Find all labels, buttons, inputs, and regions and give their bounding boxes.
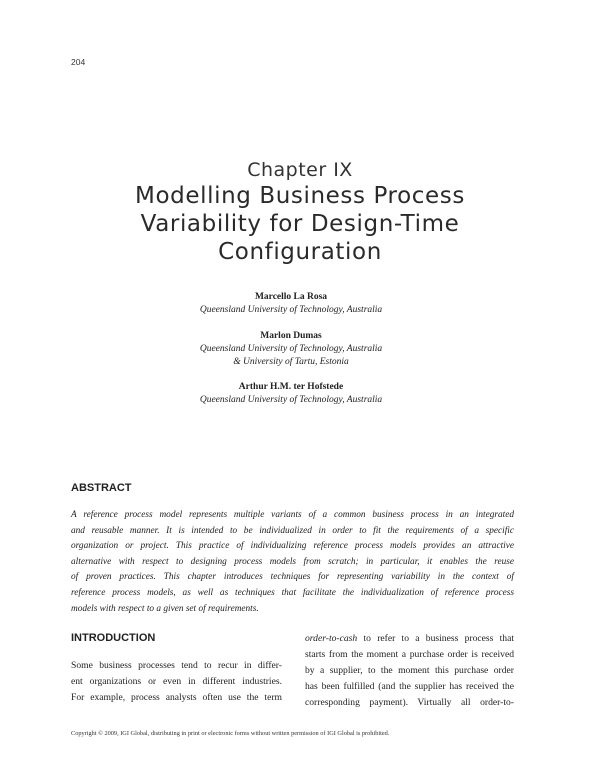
term-order-to-cash: order-to-cash — [305, 633, 358, 644]
body-line — [305, 631, 514, 647]
author-affiliation: Queensland University of Technology, Australia — [199, 344, 383, 354]
abstract-text — [71, 508, 514, 617]
author-affiliation: Queensland University of Technology, Australia — [199, 395, 383, 405]
chapter-title-line: Variability for Design-Time — [140, 211, 460, 237]
abstract-line: organization or project. This practice of individualizing reference process models provides an attractive — [71, 541, 514, 552]
author-name: Marlon Dumas — [260, 331, 322, 341]
body-line: corresponding payment). Virtually all order-to- — [305, 697, 514, 708]
abstract-line: alternative with respect to designing process models from scratch; in particular, it enables the reuse — [71, 556, 514, 567]
chapter-title — [60, 182, 540, 266]
introduction-left-column — [71, 658, 282, 706]
abstract-line: and reusable manner. It is intended to be individualized in order to fit the requirements of a specific — [71, 525, 514, 536]
abstract-heading: ABSTRACT — [71, 482, 132, 494]
copyright-notice: Copyright © 2009, IGI Global, distributing in print or electronic forms without written permission of IGI Global is prohibited. — [71, 730, 390, 737]
chapter-label: Chapter IX — [247, 159, 353, 181]
introduction-right-column — [305, 631, 514, 711]
author-block — [0, 381, 582, 407]
body-line: Some business processes tend to recur in differ- — [71, 660, 282, 671]
author-name: Marcello La Rosa — [254, 292, 328, 302]
body-line: has been fulfilled (and the supplier has received the — [305, 681, 514, 692]
chapter-title-line: Configuration — [218, 239, 382, 265]
body-line-rest: to refer to a business process that — [357, 633, 514, 644]
chapter-title-line: Modelling Business Process — [135, 183, 465, 209]
abstract-line: reference process models, as well as techniques that facilitate the individualization of reference process — [71, 587, 514, 598]
abstract-line: A reference process model represents multiple variants of a common business process in an integrated — [71, 510, 514, 520]
introduction-heading: INTRODUCTION — [71, 632, 156, 644]
body-line: starts from the moment a purchase order is received — [305, 649, 514, 660]
body-line: For example, process analysts often use the term — [71, 692, 282, 703]
author-block — [0, 330, 582, 369]
page-number: 204 — [71, 57, 86, 67]
author-block — [0, 291, 582, 317]
body-line: ent organizations or even in different industries. — [71, 676, 282, 687]
author-affiliation: Queensland University of Technology, Australia — [199, 305, 383, 315]
body-line: by a supplier, to the moment this purchase order — [305, 665, 514, 676]
author-affiliation: & University of Tartu, Estonia — [233, 357, 349, 367]
abstract-line: of proven practices. This chapter introduces techniques for representing variability in the context of — [71, 572, 514, 583]
author-name: Arthur H.M. ter Hofstede — [238, 382, 344, 392]
abstract-line: models with respect to a given set of requirements. — [71, 603, 259, 614]
